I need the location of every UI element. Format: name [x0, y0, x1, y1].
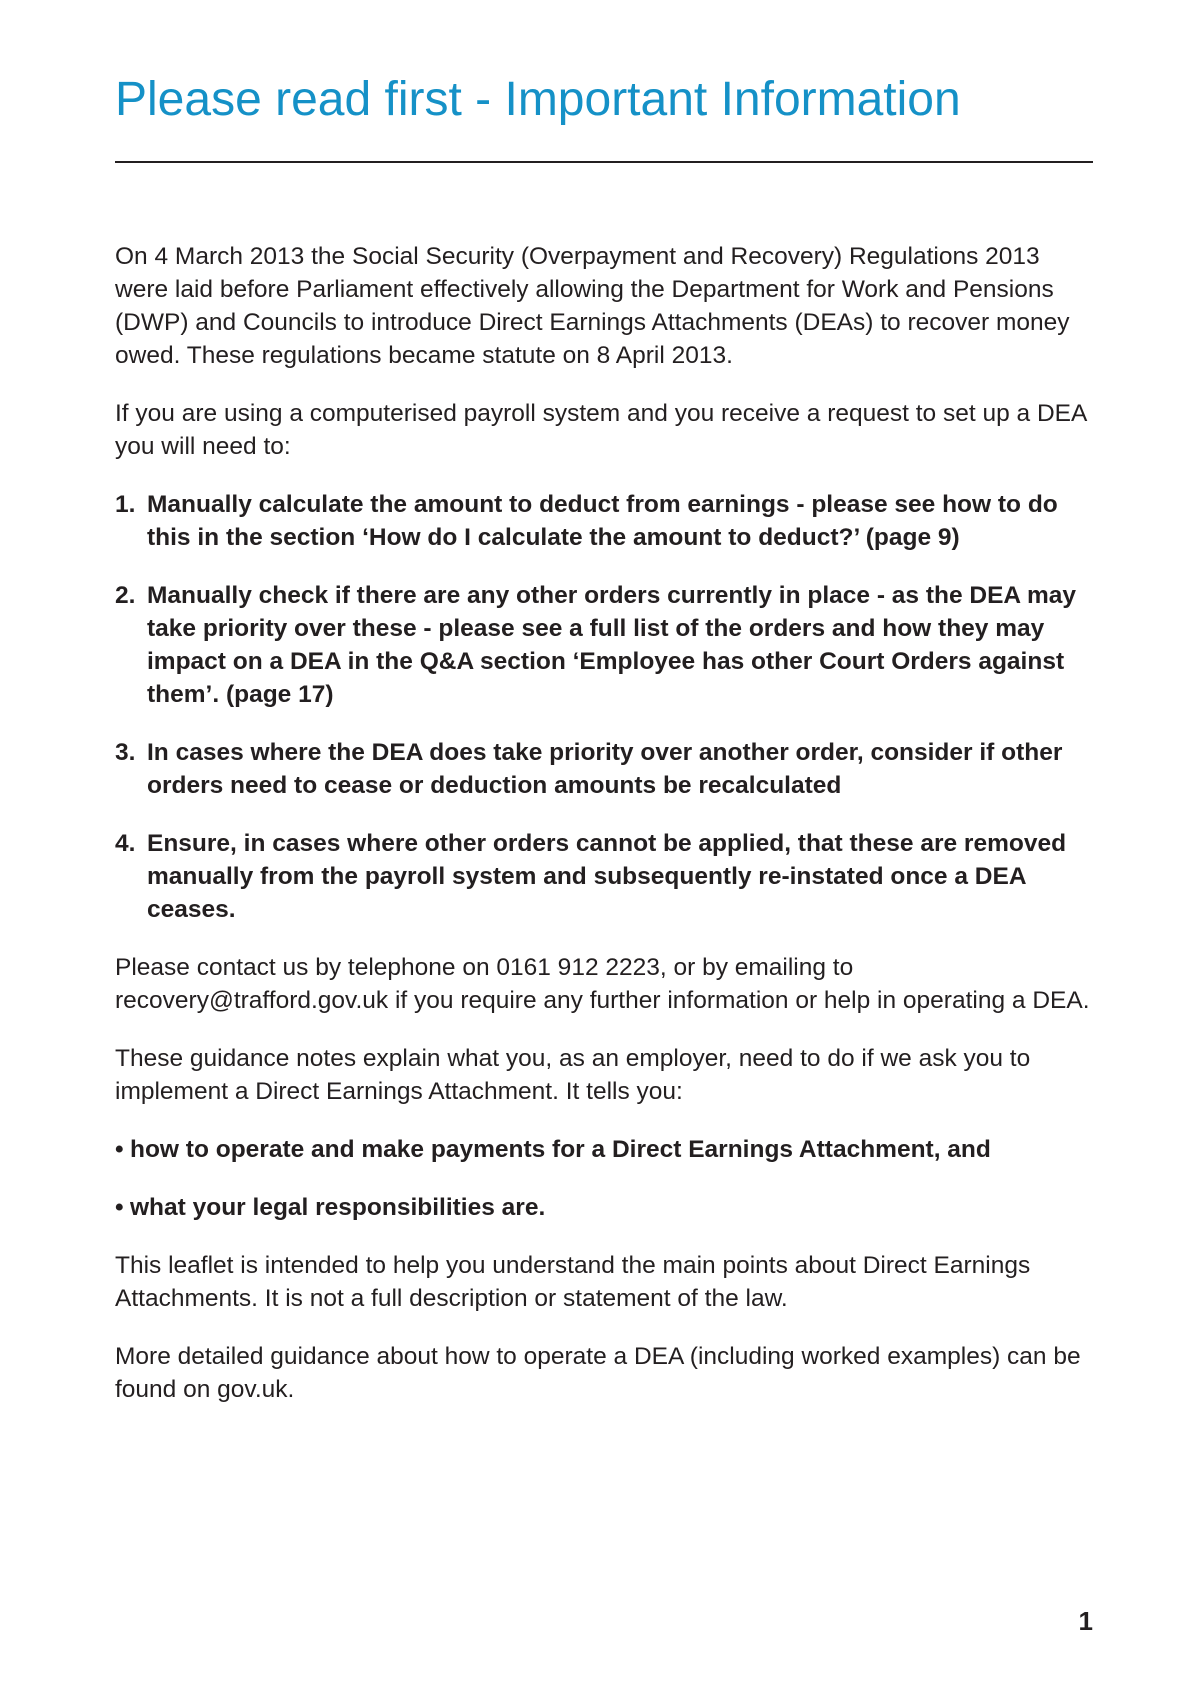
- page-number: 1: [1078, 1606, 1093, 1636]
- step-item: [115, 579, 1093, 711]
- page-title: Please read first - Important Information: [115, 73, 961, 126]
- bullet-icon: •: [115, 1194, 124, 1221]
- bullet-item: [115, 1133, 1093, 1166]
- title-divider: [115, 161, 1093, 163]
- bullet-item: [115, 1191, 1093, 1224]
- step-number: 3.: [115, 739, 136, 766]
- step-text: In cases where the DEA does take priority over another order, consider if other orders need to cease or deduction amounts be recalculated: [147, 739, 1063, 799]
- more-guidance-paragraph: More detailed guidance about how to operate a DEA (including worked examples) can be found on gov.uk.: [115, 1343, 1081, 1403]
- payroll-paragraph: If you are using a computerised payroll system and you receive a request to set up a DEA you will need to:: [115, 400, 1086, 460]
- leaflet-note-paragraph: This leaflet is intended to help you understand the main points about Direct Earnings Attachments. It is not a full description or statement of the law.: [115, 1252, 1031, 1312]
- responsibilities-list: [115, 1133, 1093, 1224]
- step-number: 1.: [115, 491, 136, 518]
- main-content: [115, 240, 1093, 1431]
- contact-paragraph: Please contact us by telephone on 0161 912 2223, or by emailing to recovery@trafford.gov.uk if you require any further information or help in operating a DEA.: [115, 954, 1090, 1014]
- bullet-icon: •: [115, 1136, 124, 1163]
- step-text: Manually calculate the amount to deduct from earnings - please see how to do this in the section ‘How do I calculate the amount to deduct?’ (page 9): [147, 491, 1058, 551]
- guidance-intro-paragraph: These guidance notes explain what you, as an employer, need to do if we ask you to implement a Direct Earnings Attachment. It tells you:: [115, 1045, 1031, 1105]
- step-text: Ensure, in cases where other orders cannot be applied, that these are removed manually from the payroll system and subsequently re-instated once a DEA ceases.: [147, 830, 1067, 923]
- steps-list: [115, 488, 1093, 926]
- step-number: 4.: [115, 830, 136, 857]
- step-item: [115, 488, 1093, 554]
- bullet-text: what your legal responsibilities are.: [130, 1194, 546, 1221]
- intro-paragraph: On 4 March 2013 the Social Security (Overpayment and Recovery) Regulations 2013 were laid before Parliament effectively allowing the Department for Work and Pensions (DWP) and Councils to introduce Direct Earnings Attachments (DEAs) to recover money owed. These regulations became statute on 8 April 2013.: [115, 243, 1070, 369]
- bullet-text: how to operate and make payments for a Direct Earnings Attachment, and: [130, 1136, 991, 1163]
- step-item: [115, 736, 1093, 802]
- step-text: Manually check if there are any other orders currently in place - as the DEA may take priority over these - please see a full list of the orders and how they may impact on a DEA in the Q&A section ‘Employee has other Court Orders against them’. (page 17): [147, 582, 1077, 708]
- step-item: [115, 827, 1093, 926]
- step-number: 2.: [115, 582, 136, 609]
